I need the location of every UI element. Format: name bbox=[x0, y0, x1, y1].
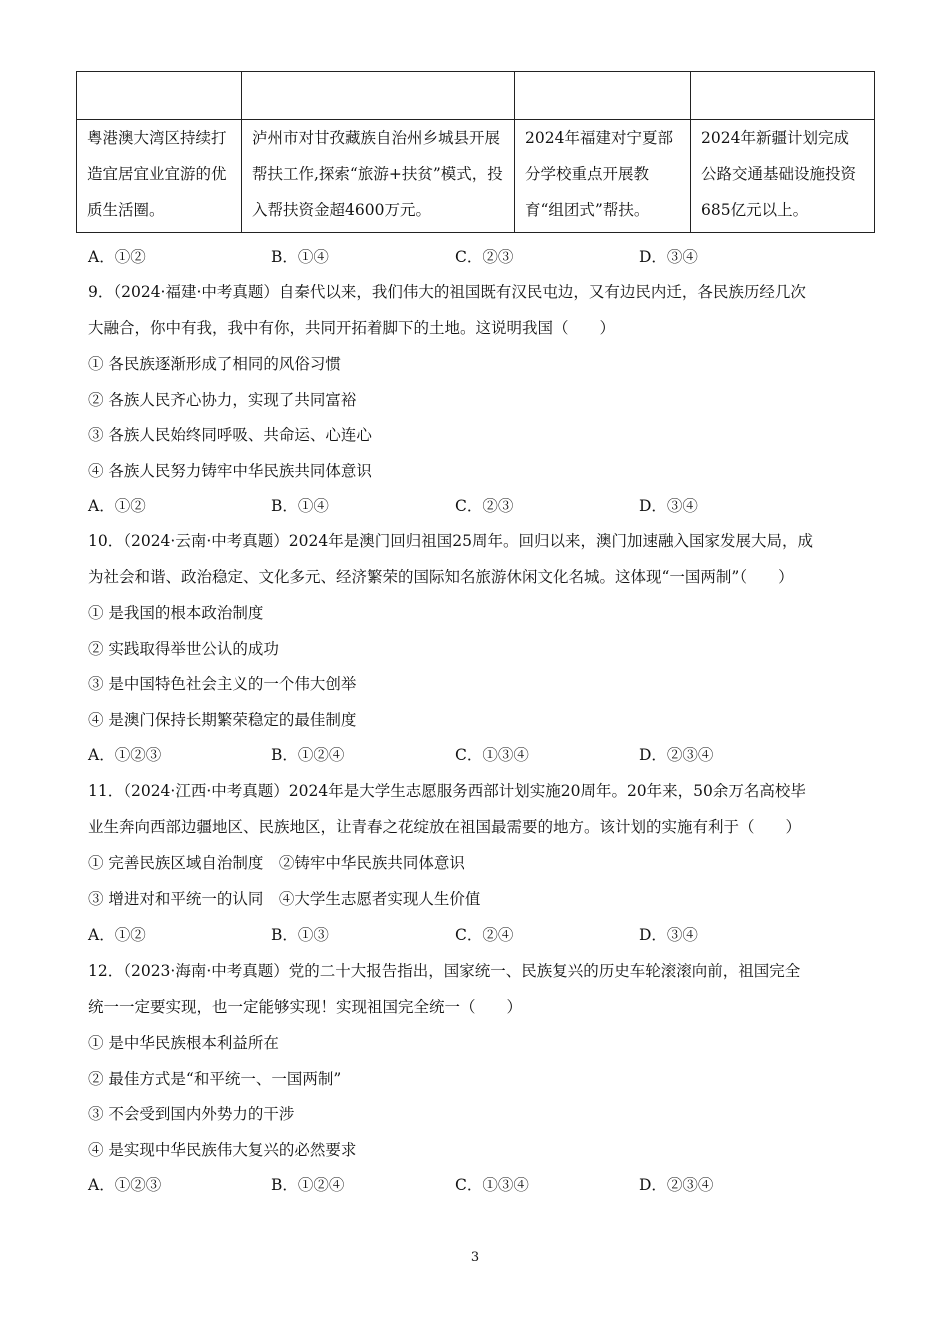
option-d: D．③④ bbox=[639, 248, 698, 266]
option-a: A．①②③ bbox=[88, 1176, 162, 1194]
option-a: A．①② bbox=[88, 497, 146, 515]
option-a: A．①② bbox=[88, 248, 146, 266]
q12-stem: 12．（2023·海南·中考真题）党的二十大报告指出，国家统一、民族复兴的历史车轮滚滚向前，祖国完全 bbox=[88, 962, 801, 980]
q11-stem-cont: 业生奔向西部边疆地区、民族地区，让青春之花绽放在祖国最需要的地方。该计划的实施有利于（ ） bbox=[88, 818, 802, 836]
page-number: 3 bbox=[470, 1250, 480, 1265]
q10-stem: 10．（2024·云南·中考真题）2024年是澳门回归祖国25周年。回归以来，澳门加速融入国家发展大局，成 bbox=[88, 532, 813, 550]
table-cell bbox=[242, 72, 515, 120]
option-c: C．②③ bbox=[455, 497, 514, 515]
example-table bbox=[76, 71, 875, 233]
option-c: C．②④ bbox=[455, 926, 514, 944]
option-b: B．①④ bbox=[271, 497, 329, 515]
q9-item: ③ 各族人民始终同呼吸、共命运、心连心 bbox=[88, 426, 372, 444]
q9-item: ① 各民族逐渐形成了相同的风俗习惯 bbox=[88, 355, 341, 373]
option-d: D．②③④ bbox=[639, 1176, 714, 1194]
q12-item: ③ 不会受到国内外势力的干涉 bbox=[88, 1105, 295, 1123]
q11-item: ① 完善民族区域自治制度 ②铸牢中华民族共同体意识 bbox=[88, 854, 465, 872]
table-cell: 泸州市对甘孜藏族自治州乡城县开展帮扶工作,探索“旅游+扶贫”模式，投入帮扶资金超4600万元。 bbox=[242, 120, 515, 233]
q10-stem-cont: 为社会和谐、政治稳定、文化多元、经济繁荣的国际知名旅游休闲文化名城。这体现“一国两制”（ ） bbox=[88, 568, 794, 586]
q9-item: ② 各族人民齐心协力，实现了共同富裕 bbox=[88, 391, 357, 409]
option-c: C．①③④ bbox=[455, 746, 529, 764]
option-a: A．①②③ bbox=[88, 746, 162, 764]
table-row bbox=[77, 120, 875, 233]
q10-item: ④ 是澳门保持长期繁荣稳定的最佳制度 bbox=[88, 711, 357, 729]
table-row bbox=[77, 72, 875, 120]
q12-item: ② 最佳方式是“和平统一、一国两制” bbox=[88, 1070, 342, 1088]
q12-item: ① 是中华民族根本利益所在 bbox=[88, 1034, 279, 1052]
q12-item: ④ 是实现中华民族伟大复兴的必然要求 bbox=[88, 1141, 357, 1159]
q10-item: ② 实践取得举世公认的成功 bbox=[88, 640, 279, 658]
table-cell bbox=[515, 72, 691, 120]
q9-stem: 9．（2024·福建·中考真题）自秦代以来，我们伟大的祖国既有汉民屯边，又有边民内迁，各民族历经几次 bbox=[88, 283, 806, 301]
table-cell: 粤港澳大湾区持续打造宜居宜业宜游的优质生活圈。 bbox=[77, 120, 242, 233]
q10-item: ③ 是中国特色社会主义的一个伟大创举 bbox=[88, 675, 357, 693]
option-d: D．③④ bbox=[639, 926, 698, 944]
option-d: D．②③④ bbox=[639, 746, 714, 764]
option-b: B．①④ bbox=[271, 248, 329, 266]
q11-stem: 11．（2024·江西·中考真题）2024年是大学生志愿服务西部计划实施20周年。20年来，50余万名高校毕 bbox=[88, 782, 806, 800]
option-b: B．①②④ bbox=[271, 1176, 345, 1194]
table-cell: 2024年福建对宁夏部分学校重点开展教育“组团式”帮扶。 bbox=[515, 120, 691, 233]
option-d: D．③④ bbox=[639, 497, 698, 515]
option-c: C．②③ bbox=[455, 248, 514, 266]
q11-item: ③ 增进对和平统一的认同 ④大学生志愿者实现人生价值 bbox=[88, 890, 481, 908]
q9-stem-cont: 大融合，你中有我，我中有你，共同开拓着脚下的土地。这说明我国（ ） bbox=[88, 319, 616, 337]
q10-item: ① 是我国的根本政治制度 bbox=[88, 604, 264, 622]
option-b: B．①③ bbox=[271, 926, 329, 944]
table-cell bbox=[691, 72, 875, 120]
table-cell bbox=[77, 72, 242, 120]
option-a: A．①② bbox=[88, 926, 146, 944]
table-cell: 2024年新疆计划完成公路交通基础设施投资685亿元以上。 bbox=[691, 120, 875, 233]
q12-stem-cont: 统一一定要实现，也一定能够实现！实现祖国完全统一（ ） bbox=[88, 998, 523, 1016]
option-b: B．①②④ bbox=[271, 746, 345, 764]
option-c: C．①③④ bbox=[455, 1176, 529, 1194]
q9-item: ④ 各族人民努力铸牢中华民族共同体意识 bbox=[88, 462, 372, 480]
